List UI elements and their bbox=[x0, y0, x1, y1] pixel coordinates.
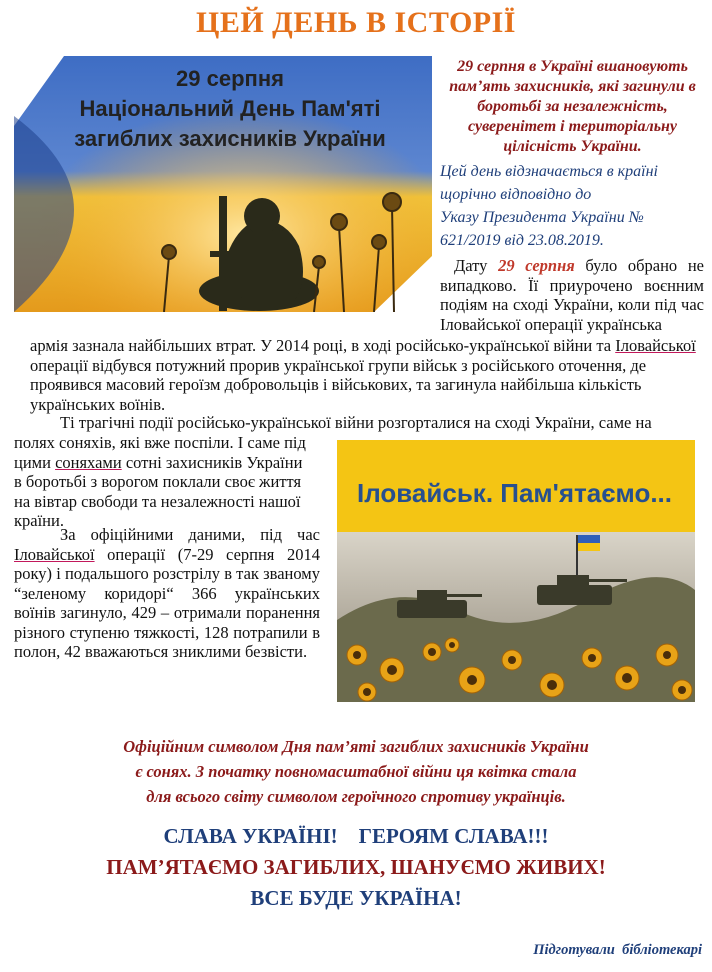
decree-line: 621/2019 від 23.08.2019. bbox=[440, 232, 604, 249]
decree-line: Цей день відзначається в країні bbox=[440, 163, 658, 180]
image1-line2: загиблих захисників України bbox=[74, 126, 386, 151]
para2-text: полях соняхів, які вже поспіли. І саме під цими bbox=[14, 433, 306, 472]
paragraph-sunflower-fields bbox=[14, 413, 704, 433]
ilovaisk-illustration bbox=[337, 440, 695, 702]
decree-text bbox=[440, 160, 705, 252]
para1-text: армія зазнала найбільших втрат. У 2014 році, в ході російсько-української війни та bbox=[30, 336, 616, 355]
para1-text: операції відбувся потужний прорив української групи військ з російського оточення, де проявився масовий героїзм добровольців і військових, та загинула найбільша кількість українських воїнів. bbox=[30, 355, 647, 414]
symbol-text bbox=[0, 734, 712, 809]
intro-text: 29 серпня в Україні вшановують пам’ять захисників, які загинули в боротьбі за незалежність, суверенітет і територіальну цілісність України. bbox=[449, 58, 696, 155]
slogan-glory: СЛАВА УКРАЇНІ! ГЕРОЯМ СЛАВА!!! bbox=[163, 824, 549, 848]
slogan-remember: ПАМ’ЯТАЄМО ЗАГИБЛИХ, ШАНУЄМО ЖИВИХ! bbox=[106, 855, 606, 879]
ilovaisk-image bbox=[337, 440, 695, 702]
symbol-line: Офіційним символом Дня пам’яті загиблих захисників України bbox=[123, 737, 589, 756]
para1-text: Дату bbox=[454, 256, 499, 275]
image2-caption: Іловайськ. Пам'ятаємо... bbox=[357, 478, 672, 508]
symbol-line: є сонях. З початку повномасштабної війни ця квітка стала bbox=[135, 762, 577, 781]
ilovaisk-link[interactable]: Іловайської bbox=[615, 336, 696, 355]
paragraph-ilovaisk bbox=[30, 336, 702, 414]
paragraph-official-data bbox=[14, 525, 320, 662]
footer-credit: Підготували бібліотекарі bbox=[533, 942, 702, 958]
paragraph-sunflower-fields-cont bbox=[14, 433, 314, 531]
para2-text: Ті трагічні події російсько-української війни розгорталися на сході України, саме на bbox=[60, 413, 652, 432]
sunflowers-link[interactable]: соняхами bbox=[55, 452, 122, 472]
decree-line: Указу Президента України № bbox=[440, 209, 644, 226]
memorial-day-illustration bbox=[14, 56, 432, 312]
paragraph-date-reason bbox=[440, 256, 704, 334]
ilovaisk-link[interactable]: Іловайської bbox=[14, 544, 95, 564]
image1-line1: Національний День Пам'яті bbox=[79, 96, 381, 121]
para2-text: сотні захисників України в боротьбі з ворогом поклали своє життя на вівтар свободи та незалежності нашої країни. bbox=[14, 452, 303, 530]
image1-date: 29 серпня bbox=[176, 66, 284, 91]
page-title: ЦЕЙ ДЕНЬ В ІСТОРІЇ bbox=[196, 6, 516, 39]
slogan-ukraine: ВСЕ БУДЕ УКРАЇНА! bbox=[250, 886, 462, 910]
decree-line: щорічно відповідно до bbox=[440, 186, 592, 203]
symbol-line: для всього світу символом героїчного спротиву українців. bbox=[146, 787, 566, 806]
para3-text: За офіційними даними, під час bbox=[60, 525, 320, 544]
para3-text: операції (7-29 серпня 2014 року) і подальшого розстрілу в так званому “зеленому коридорі“ 366 українських воїнів загинуло, 429 – отримали поранення різного ступеню тяжкості, 128 потрапили в полон, 42 вважаються зниклими безвісти. bbox=[14, 544, 320, 661]
memorial-day-image bbox=[14, 56, 432, 312]
date-highlight: 29 серпня bbox=[498, 256, 575, 275]
para1-text: було обрано не випадково. Її приурочено воєнним подіям на сході України, коли під час Іловайської операції українська bbox=[440, 256, 704, 334]
